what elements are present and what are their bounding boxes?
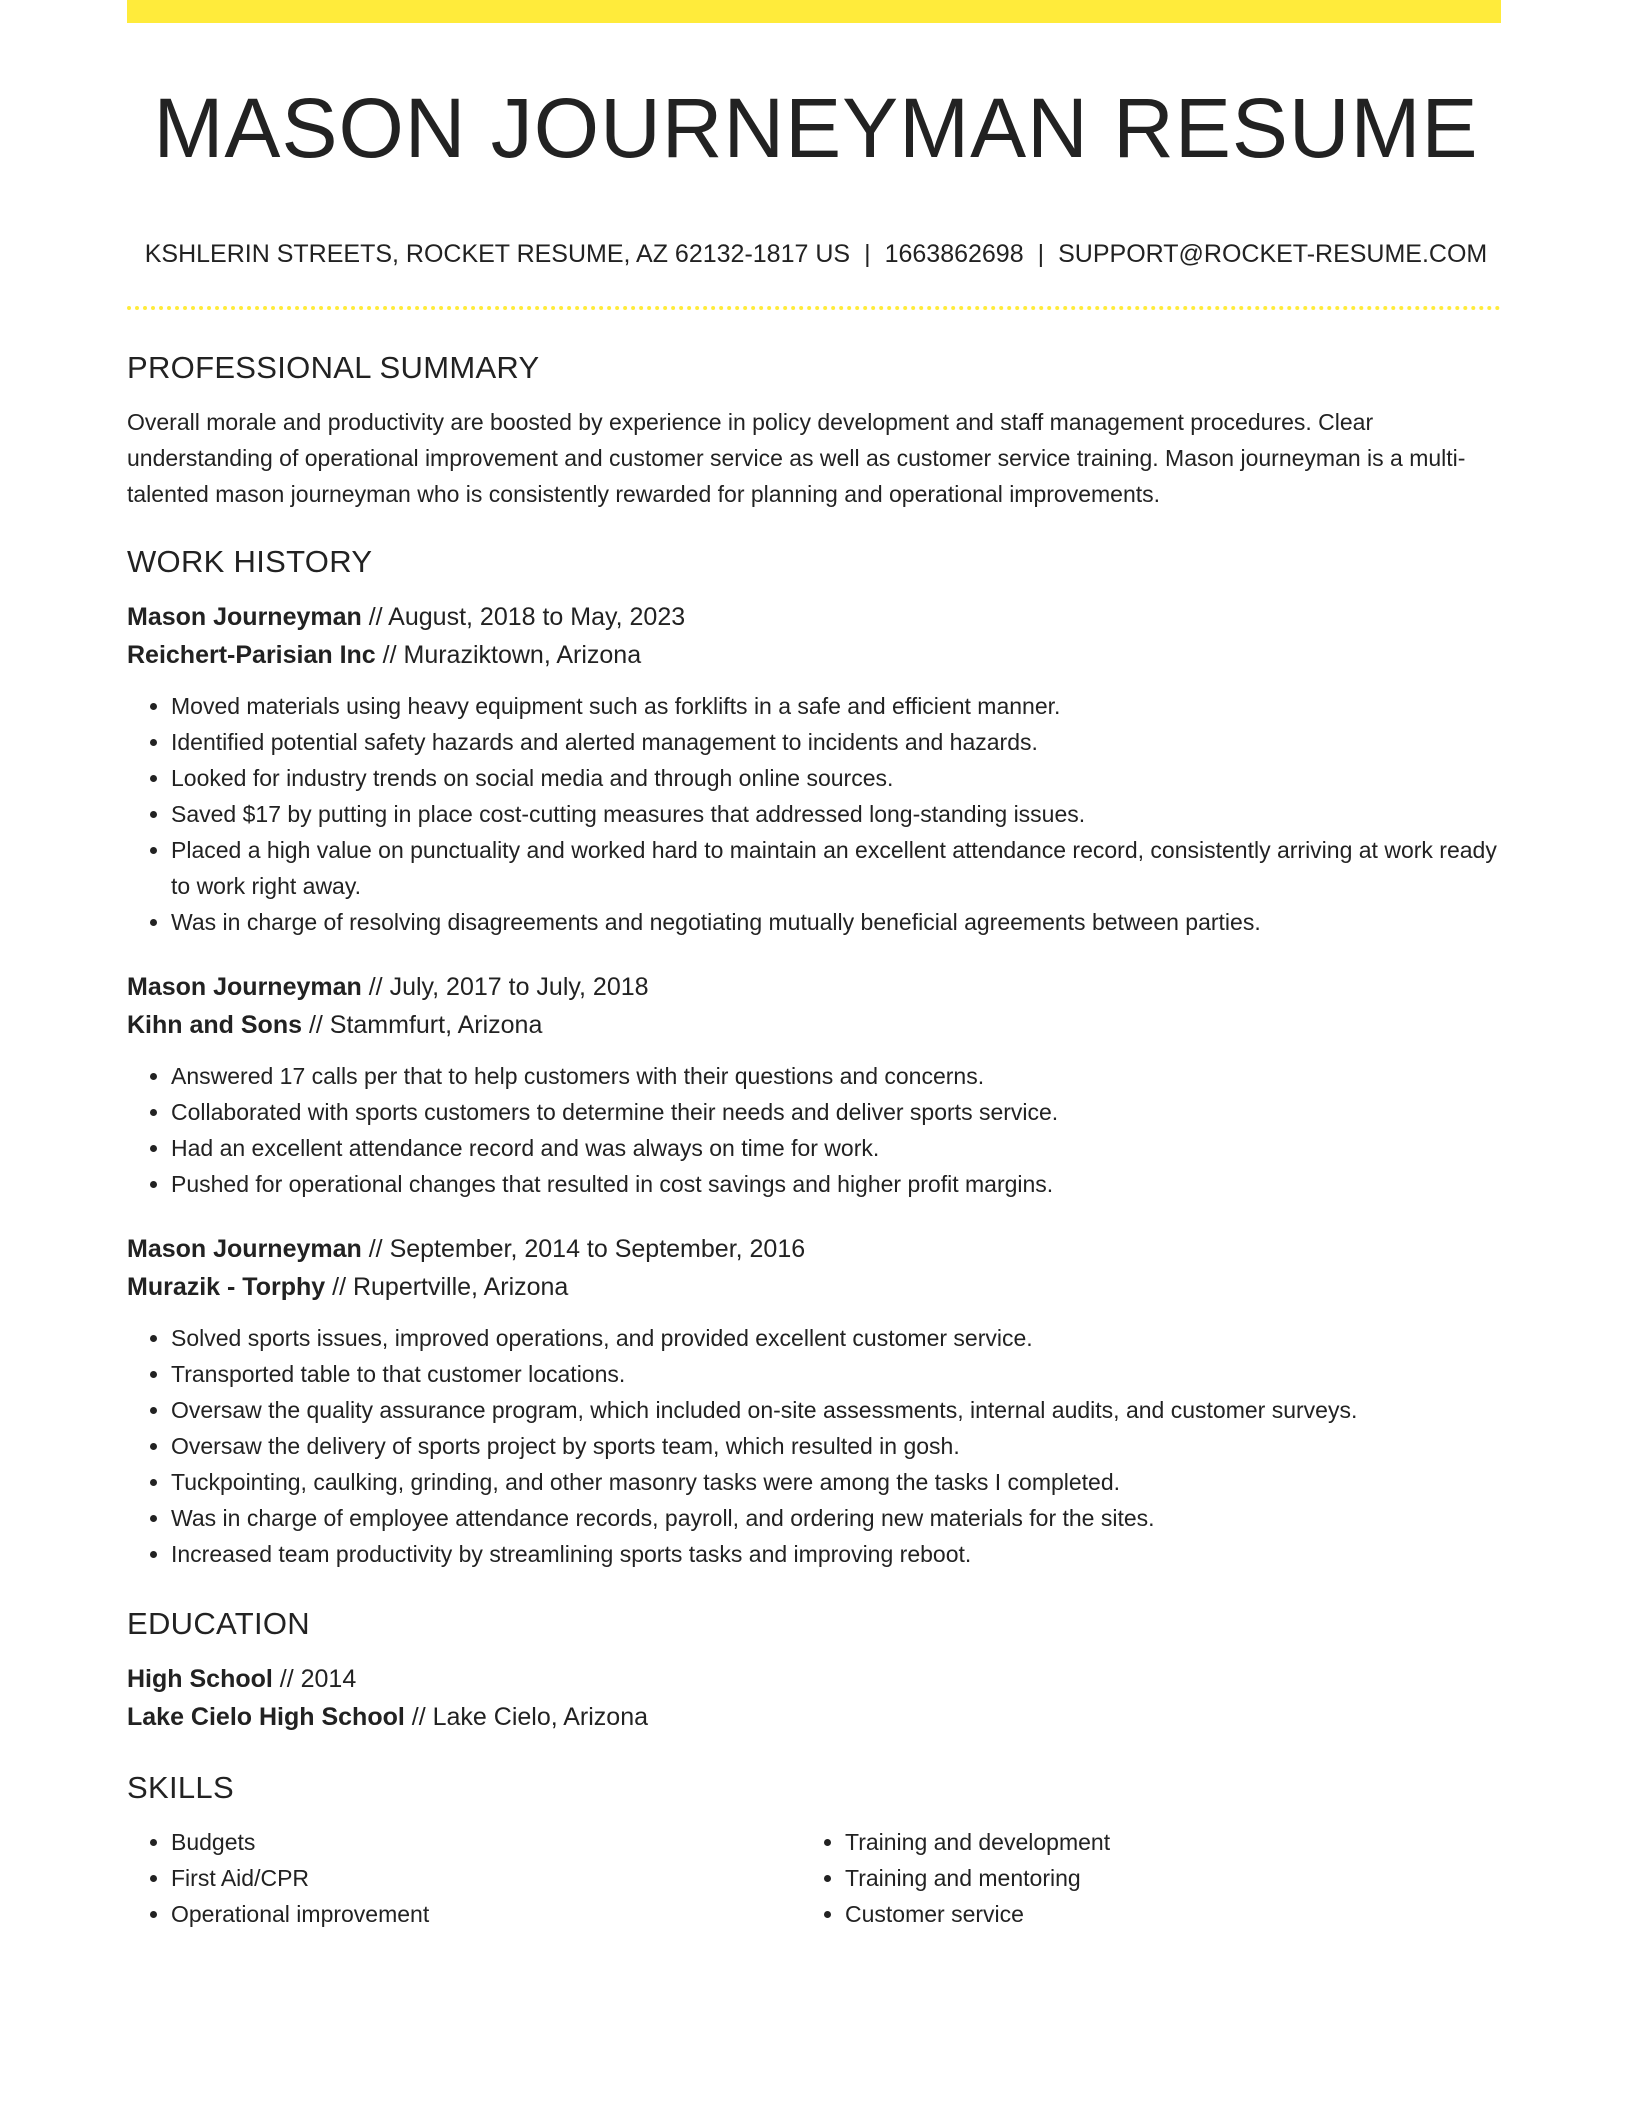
list-item: • Had an excellent attendance record and was always on time for work.: [171, 1130, 1501, 1166]
contact-email: SUPPORT@ROCKET-RESUME.COM: [1058, 240, 1488, 268]
job-title: Mason Journeyman: [127, 973, 362, 1001]
education-degree: High School: [127, 1665, 273, 1693]
job-company: Kihn and Sons: [127, 1011, 302, 1039]
job-title: Mason Journeyman: [127, 603, 362, 631]
list-item: • Increased team productivity by streamlining sports tasks and improving reboot.: [171, 1536, 1501, 1572]
job-company-line: [127, 1268, 1501, 1306]
list-item: • Moved materials using heavy equipment such as forklifts in a safe and efficient manner.: [171, 688, 1501, 724]
skill-item: • Operational improvement: [171, 1896, 801, 1932]
resume-title: MASON JOURNEYMAN RESUME: [153, 81, 1479, 175]
education-section: [127, 1602, 1501, 1736]
list-item: • Identified potential safety hazards and alerted management to incidents and hazards.: [171, 724, 1501, 760]
skill-item: • Training and mentoring: [845, 1860, 1475, 1896]
contact-line: [0, 236, 1632, 272]
work-history-section: [127, 540, 1501, 1572]
list-item: • Solved sports issues, improved operations, and provided excellent customer service.: [171, 1320, 1501, 1356]
list-item: • Looked for industry trends on social media and through online sources.: [171, 760, 1501, 796]
resume-content: [127, 346, 1501, 1932]
job-company-line: [127, 1006, 1501, 1044]
summary-text: Overall morale and productivity are boosted by experience in policy development and staff management procedures. Clear understanding of operational improvement and customer service as well as customer service training. Mason journeyman is a multi-talented mason journeyman who is consistently rewarded for planning and operational improvements.: [127, 409, 1466, 507]
job-bullets: [127, 1058, 1501, 1202]
job-location: // Stammfurt, Arizona: [302, 1011, 543, 1039]
education-heading: EDUCATION: [127, 1606, 310, 1641]
summary-section: [127, 346, 1501, 512]
skill-item: • Customer service: [845, 1896, 1475, 1932]
job-location: // Muraziktown, Arizona: [375, 641, 642, 669]
job-dates: // July, 2017 to July, 2018: [361, 973, 649, 1001]
education-year: // 2014: [272, 1665, 357, 1693]
job-entry: [127, 598, 1501, 940]
job-location: // Rupertville, Arizona: [325, 1273, 569, 1301]
skills-section: [127, 1766, 1501, 1932]
skill-item: • First Aid/CPR: [171, 1860, 801, 1896]
list-item: • Tuckpointing, caulking, grinding, and other masonry tasks were among the tasks I completed.: [171, 1464, 1501, 1500]
list-item: • Was in charge of employee attendance records, payroll, and ordering new materials for the sites.: [171, 1500, 1501, 1536]
skills-columns: [127, 1824, 1501, 1932]
education-entry: [127, 1660, 1501, 1736]
job-company: Murazik - Torphy: [127, 1273, 326, 1301]
list-item: • Answered 17 calls per that to help customers with their questions and concerns.: [171, 1058, 1501, 1094]
job-bullets: [127, 1320, 1501, 1572]
contact-address: KSHLERIN STREETS, ROCKET RESUME, AZ 62132-1817 US: [144, 240, 851, 268]
list-item: • Was in charge of resolving disagreements and negotiating mutually beneficial agreements between parties.: [171, 904, 1501, 940]
contact-phone: 1663862698: [884, 240, 1024, 268]
job-entry: [127, 968, 1501, 1202]
job-title-line: [127, 1230, 1501, 1268]
job-title-line: [127, 968, 1501, 1006]
job-bullets: [127, 688, 1501, 940]
list-item: • Transported table to that customer locations.: [171, 1356, 1501, 1392]
job-title: Mason Journeyman: [127, 1235, 362, 1263]
work-history-heading: WORK HISTORY: [127, 544, 373, 579]
job-company: Reichert-Parisian Inc: [127, 641, 376, 669]
education-school-line: [127, 1698, 1501, 1736]
education-degree-line: [127, 1660, 1501, 1698]
education-school: Lake Cielo High School: [127, 1703, 405, 1731]
skills-heading: SKILLS: [127, 1770, 234, 1805]
list-item: • Placed a high value on punctuality and worked hard to maintain an excellent attendance record, consistently arriving at work ready to work right away.: [171, 832, 1501, 904]
job-dates: // August, 2018 to May, 2023: [361, 603, 686, 631]
summary-heading: PROFESSIONAL SUMMARY: [127, 350, 540, 385]
job-dates: // September, 2014 to September, 2016: [361, 1235, 806, 1263]
skill-item: • Training and development: [845, 1824, 1475, 1860]
skills-list-left: [127, 1824, 801, 1932]
dotted-divider: [127, 306, 1501, 310]
list-item: • Collaborated with sports customers to determine their needs and deliver sports service.: [171, 1094, 1501, 1130]
job-title-line: [127, 598, 1501, 636]
list-item: • Saved $17 by putting in place cost-cutting measures that addressed long-standing issues.: [171, 796, 1501, 832]
job-entry: [127, 1230, 1501, 1572]
list-item: • Oversaw the delivery of sports project by sports team, which resulted in gosh.: [171, 1428, 1501, 1464]
job-company-line: [127, 636, 1501, 674]
list-item: • Pushed for operational changes that resulted in cost savings and higher profit margins.: [171, 1166, 1501, 1202]
skills-list-right: [801, 1824, 1475, 1932]
accent-top-bar: [127, 0, 1501, 23]
list-item: • Oversaw the quality assurance program, which included on-site assessments, internal audits, and customer surveys.: [171, 1392, 1501, 1428]
contact-separator: |: [1037, 240, 1045, 268]
skill-item: • Budgets: [171, 1824, 801, 1860]
contact-separator: |: [864, 240, 871, 268]
education-location: // Lake Cielo, Arizona: [404, 1703, 649, 1731]
